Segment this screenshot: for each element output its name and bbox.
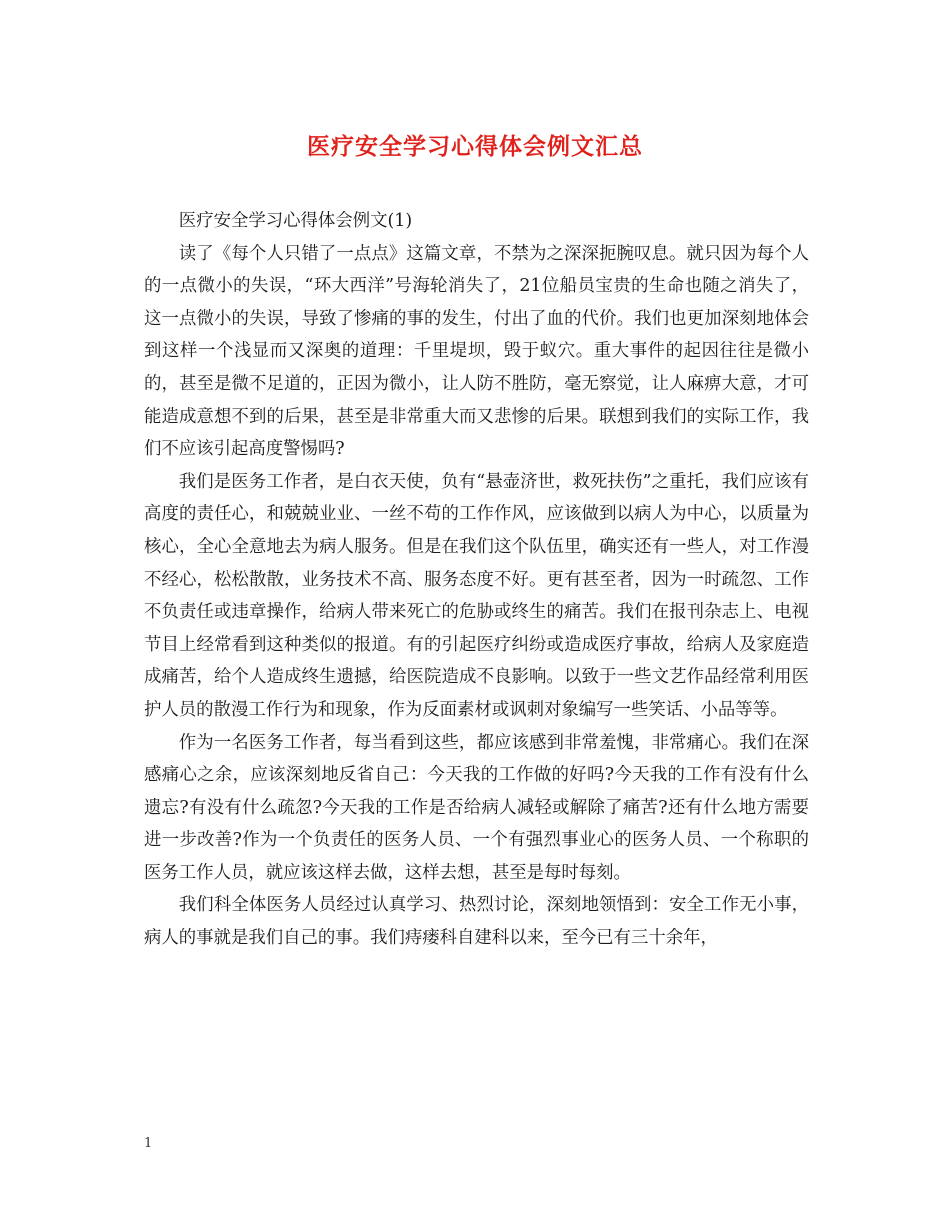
paragraph: 作为一名医务工作者，每当看到这些，都应该感到非常羞愧，非常痛心。我们在深感痛心之余，应该深刻地反省自己：今天我的工作做的好吗?今天我的工作有没有什么遗忘?有没有什么疏忽?今天我的工作是否给病人减轻或解除了痛苦?还有什么地方需要进一步改善?作为一个负责任的医务人员、一个有强烈事业心的医务人员、一个称职的医务工作人员，就应该这样去做，这样去想，甚至是每时每刻。 [144,732,809,883]
paragraph: 我们科全体医务人员经过认真学习、热烈讨论，深刻地领悟到：安全工作无小事，病人的事就是我们自己的事。我们痔瘘科自建科以来，至今已有三十余年， [144,895,809,949]
document-title: 医疗安全学习心得体会例文汇总 [307,133,643,160]
section-heading: 医疗安全学习心得体会例文(1) [178,211,413,231]
paragraph: 我们是医务工作者，是白衣天使，负有“悬壶济世，救死扶伤”之重托，我们应该有高度的责任心，和兢兢业业、一丝不苟的工作作风，应该做到以病人为中心，以质量为核心，全心全意地去为病人服务。但是在我们这个队伍里，确实还有一些人，对工作漫不经心，松松散散，业务技术不高、服务态度不好。更有甚至者，因为一时疏忽、工作不负责任或违章操作，给病人带来死亡的危胁或终生的痛苦。我们在报刊杂志上、电视节目上经常看到这种类似的报道。有的引起医疗纠纷或造成医疗事故，给病人及家庭造成痛苦，给个人造成终生遗撼，给医院造成不良影响。以致于一些文艺作品经常利用医护人员的散漫工作行为和现象，作为反面素材或讽刺对象编写一些笑话、小品等等。 [144,471,809,720]
page-number: 1 [144,1136,153,1151]
document-body [144,205,809,955]
paragraph: 读了《每个人只错了一点点》这篇文章，不禁为之深深扼腕叹息。就只因为每个人的一点微小的失误，“环大西洋”号海轮消失了，21位船员宝贵的生命也随之消失了，这一点微小的失误，导致了惨痛的事的发生，付出了血的代价。我们也更加深刻地体会到这样一个浅显而又深奥的道理：千里堤坝，毁于蚁穴。重大事件的起因往往是微小的，甚至是微不足道的，正因为微小，让人防不胜防，毫无察觉，让人麻痹大意，才可能造成意想不到的后果，甚至是非常重大而又悲惨的后果。联想到我们的实际工作，我们不应该引起高度警惕吗? [144,243,809,460]
